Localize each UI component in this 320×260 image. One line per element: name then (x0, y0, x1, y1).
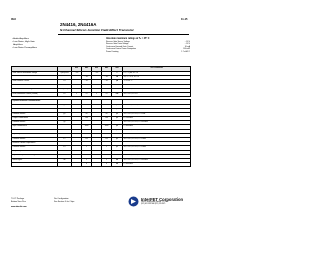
condition-cell: Vᴰˢ = 15 V, Vᴳˢ = 0, f = 100 MHz (123, 158, 191, 162)
parameter-cell: Common Source (12, 112, 58, 116)
table-cell: NF (58, 158, 72, 162)
table-cell: – 35 (92, 72, 102, 76)
table-cell: 0.8 (82, 138, 92, 142)
table-cell: pF (112, 138, 123, 142)
table-cell: – 0.1 (102, 76, 112, 80)
condition-cell: f = 400 MHz (123, 108, 191, 112)
condition-cell: Vᴰˢ = 15 V, Vᴳˢ = 0, f = 100 MHz (123, 121, 191, 125)
table-row (12, 163, 191, 167)
table-cell (58, 163, 72, 167)
table-cell: nA (112, 76, 123, 80)
table-cell: Cʳₛₛ (58, 138, 72, 142)
parameter-cell: Gate Source Breakdown Voltage (12, 72, 58, 76)
table-cell: dB (112, 158, 123, 162)
column-header: Max (102, 67, 112, 72)
parameter-cell (12, 163, 58, 167)
table-cell: – 0.1 (82, 76, 92, 80)
condition-cell: Vᴰˢ = 15 V, Vᴳˢ = 0, f = 1 kHz (123, 112, 191, 116)
table-cell: 4500 (92, 104, 102, 108)
table-cell: – 2.5 (92, 88, 102, 92)
rating-row: Continuous Device Power Dissipation 300 mW (106, 48, 190, 51)
table-cell: µS (112, 125, 123, 129)
table-cell: gᶠˢ (58, 104, 72, 108)
table-cell: mA (112, 92, 123, 96)
company-name: InterFET Corporation (141, 196, 184, 202)
ratings-heading: Absolute maximum ratings at Tₐ = 25° C (106, 38, 150, 40)
table-cell: 50 (82, 112, 92, 116)
table-cell: 4 (82, 163, 92, 167)
die-info: Die Configuration See Section G for Chips (54, 198, 75, 203)
rating-row: Reverse Gate Source Voltage – 30 V (106, 41, 190, 43)
table-cell: 6 (102, 154, 112, 158)
table-cell: 15 (82, 92, 92, 96)
table-cell: µS (112, 117, 123, 121)
header-left-code: IN-II (11, 18, 16, 21)
table-cell: 4 (102, 163, 112, 167)
table-cell (92, 163, 102, 167)
table-cell: µS (112, 112, 123, 116)
parameter-cell: Output Conductance (12, 117, 58, 121)
column-header: Test Conditions (123, 67, 191, 72)
table-cell: 100 (102, 117, 112, 121)
table-cell: 4500 (72, 104, 82, 108)
condition-cell: f = 400 MHz (123, 125, 191, 129)
table-cell: 4000 (72, 108, 82, 112)
parameter-cell: Reverse Transfer Capacitance (12, 142, 58, 146)
table-cell (72, 163, 82, 167)
condition-cell: Vᴰˢ = 15 V, Iᴰ = 1 nA (123, 88, 191, 92)
company-address: 1000 N. Shiloh Road, Garland, TX 75042 (141, 202, 169, 203)
logo-mark-icon (128, 196, 139, 207)
table-cell: 4 (82, 129, 92, 133)
column-header: Min (72, 67, 82, 72)
condition-cell: Vᴰˢ = 15 V, Vᴳˢ = 0, f = 1 MHz (123, 146, 191, 150)
table-cell: Cᵒₛₛ (58, 146, 72, 150)
feature-item: • Audio Amplifiers (12, 38, 29, 40)
table-cell: 1000 (82, 125, 92, 129)
column-header: Unit (112, 67, 123, 72)
condition-cell: f = 400 MHz (123, 163, 191, 167)
table-cell: µS (112, 108, 123, 112)
table-cell: 7500 (102, 104, 112, 108)
parameter-cell: Forward Transconductance (12, 108, 58, 112)
parameter-cell: Drain Saturation Current (Pulsed) (12, 92, 58, 96)
company-logo (128, 196, 190, 210)
feature-item: Amplifiers (13, 44, 23, 46)
table-cell: Vᴳˢ(OFF) (58, 88, 72, 92)
table-cell: 1000 (102, 125, 112, 129)
package-info: TO-72 Package Bottom View Pins (11, 198, 26, 203)
table-cell: eₙ (58, 154, 72, 158)
table-cell: gᵢˢ (58, 121, 72, 125)
document-subtitle: N-Channel Silicon Junction Field-Effect Transistor (60, 28, 134, 32)
website-link[interactable]: www.interfet.com (11, 206, 27, 208)
absolute-max-ratings (106, 38, 190, 53)
table-cell: µA (112, 80, 123, 84)
table-cell: – 30 (72, 72, 82, 76)
table-cell: – 0.1 (102, 80, 112, 84)
parameter-cell: Dynamic Electrical Characteristics (12, 100, 58, 104)
feature-item: • Low-Noise Preamplifiers (12, 47, 38, 49)
table-cell: 2 (102, 146, 112, 150)
table-cell: V (112, 88, 123, 92)
parameter-cell: Gate Source Cutoff Voltage (12, 88, 58, 92)
parameter-cell: Common Source (12, 129, 58, 133)
electrical-characteristics-table (11, 66, 191, 167)
parameter-cell: Input Capacitance (12, 133, 58, 137)
company-phone: (972) 487-1287 FAX (972) 276-3375 (141, 204, 166, 205)
rating-row: Continuous Forward Gate Current 10 mA (106, 45, 190, 48)
rating-row: Power Derating 1.7 mW/°C (106, 50, 190, 53)
table-cell: V(BR)GSS (58, 72, 72, 76)
parameter-cell: Common Source (12, 104, 58, 108)
rating-row: Reverse Gate Drain Voltage – 30 V (106, 43, 190, 46)
table-cell: 15 (102, 92, 112, 96)
table-cell: nV/√Hz (112, 154, 123, 158)
header-page-number: 11-15 (181, 18, 188, 21)
condition-cell: f = 100 MHz (123, 117, 191, 121)
table-cell: pF (112, 129, 123, 133)
parameter-cell: Common Source (12, 146, 58, 150)
parameter-cell: Noise Figure (12, 158, 58, 162)
condition-cell: Tₐ = 150° C (123, 80, 191, 84)
condition-cell: Vᴰˢ = 15 V, Vᴳˢ = 0, f = 1 kHz (123, 104, 191, 108)
column-header: Max (82, 67, 92, 72)
table-cell: µS (112, 104, 123, 108)
feature-item: • Low-Noise, High-Gain (12, 41, 35, 43)
condition-cell: Vᴰˢ = 15 V, Vᴳˢ = 0, f = 1 kHz (123, 154, 191, 158)
parameter-cell: Common Source (12, 121, 58, 125)
condition-cell: Iᴳ = – 1 µA, Vᴰˢ = 0 (123, 72, 191, 76)
table-body (12, 72, 191, 167)
table-cell: dB (112, 163, 123, 167)
condition-cell: Vᴳˢ = – 20 V, Vᴰˢ = 0 (123, 76, 191, 80)
parameter-cell: Equivalent Input Noise Voltage (12, 154, 58, 158)
table-cell: pF (112, 146, 123, 150)
column-header: Min (92, 67, 102, 72)
table-cell: gᵒˢ (58, 112, 72, 116)
table-cell: – 6 (102, 88, 112, 92)
table-cell: 4 (102, 129, 112, 133)
table-cell: V (112, 72, 123, 76)
parameter-cell: Output Capacitance (12, 150, 58, 154)
table-cell: 2 (82, 146, 92, 150)
table-cell: Iᴳˢˢ (58, 80, 72, 84)
table-cell: Cᵢₛₛ (58, 129, 72, 133)
condition-cell: Vᴰˢ = 15 V, Vᴳˢ = 0, f = 1 MHz (123, 138, 191, 142)
table-cell: 6 (82, 154, 92, 158)
table-cell: 50 (102, 112, 112, 116)
table-cell: 100 (82, 117, 92, 121)
feature-list (12, 38, 52, 50)
parameter-cell: Common Source (12, 138, 58, 142)
table-cell: 0.8 (102, 138, 112, 142)
document-title: 2N4416, 2N4416A (60, 22, 97, 27)
parameter-cell: Gate Reverse Current (12, 80, 58, 84)
table-cell: 2 (102, 158, 112, 162)
table-cell: – 0.1 (82, 80, 92, 84)
table-cell: Iᴰˢˢ (58, 92, 72, 96)
parameter-cell: Input Conductance (12, 125, 58, 129)
table-cell: 5 (72, 92, 82, 96)
table-cell: – 6 (82, 88, 92, 92)
condition-cell: Vᴰˢ = 15 V, Vᴳˢ = 0, f = 1 MHz (123, 129, 191, 133)
table-cell: 5 (92, 92, 102, 96)
table-cell: 2 (82, 158, 92, 162)
table-cell: 4000 (92, 108, 102, 112)
table-cell: 7500 (82, 104, 92, 108)
condition-cell: Vᴰˢ = 15 V, Vᴳˢ = 0 (123, 92, 191, 96)
